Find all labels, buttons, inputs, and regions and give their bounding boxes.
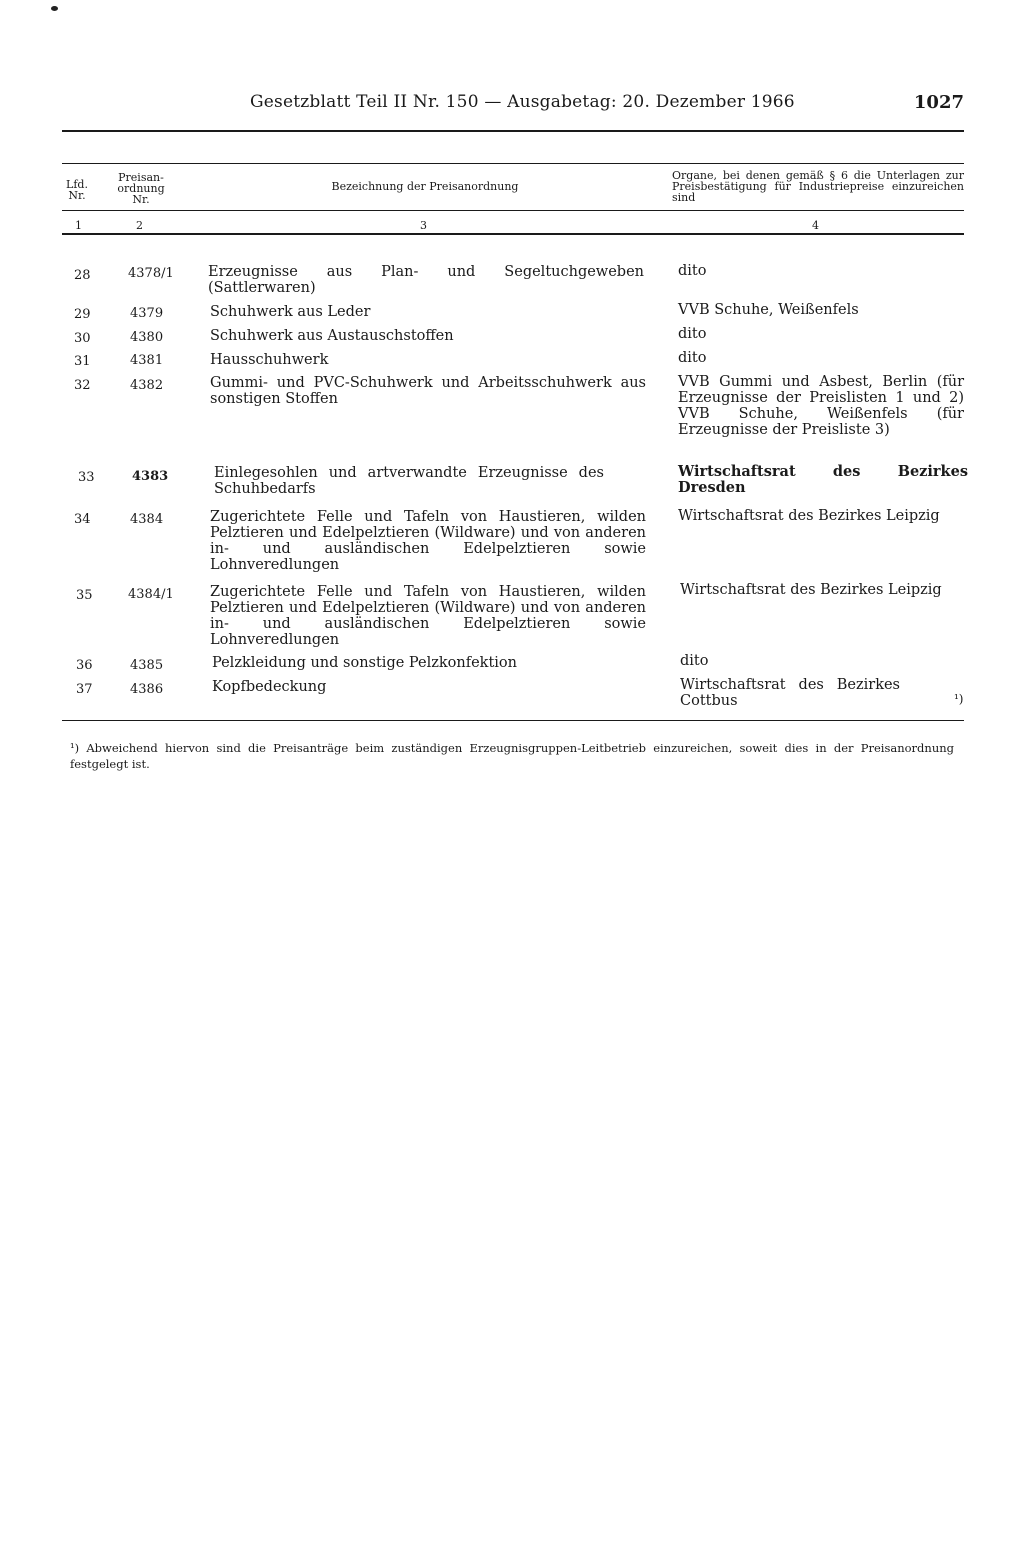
footnote: ¹) Abweichend hiervon sind die Preisanträge beim zuständigen Erzeugnisgruppen-Leitbetrieb einzureichen, soweit dies in der Preisanordnung festgelegt ist.: [70, 741, 954, 771]
row-preisanordnung: 4384/1: [128, 587, 174, 602]
table-bottom-rule: [62, 720, 964, 721]
row-nr: 30: [74, 331, 91, 346]
row-bezeichnung: Schuhwerk aus Leder: [210, 304, 371, 320]
row-organe: VVB Schuhe, Weißenfels: [678, 302, 859, 318]
footnote-marker: ¹): [954, 692, 964, 706]
row-preisanordnung: 4381: [130, 353, 164, 368]
row-organe: dito: [678, 350, 707, 366]
row-organe: VVB Gummi und Asbest, Berlin (für Erzeugnisse der Preislisten 1 und 2) VVB Schuhe, Weißenfels (für Erzeugnisse der Preisliste 3): [678, 374, 964, 438]
row-nr: 31: [74, 354, 91, 369]
row-organe: Wirtschaftsrat des Bezirkes Leipzig: [678, 508, 940, 524]
row-nr: 32: [74, 378, 91, 393]
row-preisanordnung: 4378/1: [128, 266, 174, 281]
row-preisanordnung: 4384: [130, 512, 164, 527]
page-number: 1027: [913, 92, 964, 113]
row-organe: dito: [678, 326, 707, 342]
scan-mark: [51, 6, 58, 11]
row-organe: dito: [678, 263, 707, 279]
row-organe: Wirtschaftsrat des Bezirkes Leipzig: [680, 582, 942, 598]
row-nr: 34: [74, 512, 91, 527]
table-head-rule: [62, 210, 964, 211]
row-bezeichnung: Zugerichtete Felle und Tafeln von Haustieren, wilden Pelztieren und Edelpelztieren (Wildware) und von anderen in- und ausländischen Edelpelztieren sowie Lohnveredlungen: [210, 584, 646, 648]
table-body-rule: [62, 233, 964, 235]
row-bezeichnung: Hausschuhwerk: [210, 352, 329, 368]
col-number-4: 4: [812, 219, 819, 232]
row-preisanordnung: 4386: [130, 682, 164, 697]
row-organe: Wirtschaftsrat des Bezirkes Cottbus: [680, 677, 900, 709]
row-nr: 37: [76, 682, 93, 697]
col-head-organe: Organe, bei denen gemäß § 6 die Unterlagen zur Preisbestätigung für Industriepreise einzureichen sind: [672, 169, 964, 204]
row-bezeichnung: Schuhwerk aus Austauschstoffen: [210, 328, 454, 344]
row-bezeichnung: Erzeugnisse aus Plan- und Segeltuchgeweben (Sattlerwaren): [208, 264, 644, 296]
row-preisanordnung: 4385: [130, 658, 164, 673]
row-nr: 36: [76, 658, 93, 673]
row-bezeichnung: Gummi- und PVC-Schuhwerk und Arbeitsschuhwerk aus sonstigen Stoffen: [210, 375, 646, 407]
row-organe: dito: [680, 653, 709, 669]
row-nr: 33: [78, 470, 95, 485]
row-preisanordnung: 4380: [130, 330, 164, 345]
row-nr: 35: [76, 588, 93, 603]
row-bezeichnung: Kopfbedeckung: [212, 679, 327, 695]
table-top-rule: [62, 163, 964, 164]
row-preisanordnung: 4382: [130, 378, 164, 393]
gazette-title: Gesetzblatt Teil II Nr. 150 — Ausgabetag: 20. Dezember 1966: [250, 92, 795, 112]
col-number-2: 2: [136, 219, 143, 232]
col-head-lfd-nr: Lfd. Nr.: [66, 178, 88, 202]
row-bezeichnung: Zugerichtete Felle und Tafeln von Haustieren, wilden Pelztieren und Edelpelztieren (Wildware) und von anderen in- und ausländischen Edelpelztieren sowie Lohnveredlungen: [210, 509, 646, 573]
col-number-1: 1: [75, 219, 82, 232]
header-rule: [62, 130, 964, 132]
col-head-bezeichnung: Bezeichnung der Preisanordnung: [331, 180, 519, 193]
col-number-3: 3: [420, 219, 427, 232]
col-head-preisanordnung: Preisan- ordnung Nr.: [117, 171, 165, 206]
row-nr: 28: [74, 268, 91, 283]
row-preisanordnung: 4383: [132, 469, 169, 484]
row-nr: 29: [74, 307, 91, 322]
page-header: [62, 92, 964, 122]
row-bezeichnung: Einlegesohlen und artverwandte Erzeugnisse des Schuhbedarfs: [214, 465, 604, 497]
row-bezeichnung: Pelzkleidung und sonstige Pelzkonfektion: [212, 655, 517, 671]
row-preisanordnung: 4379: [130, 306, 164, 321]
row-organe: Wirtschaftsrat des Bezirkes Dresden: [678, 463, 968, 496]
